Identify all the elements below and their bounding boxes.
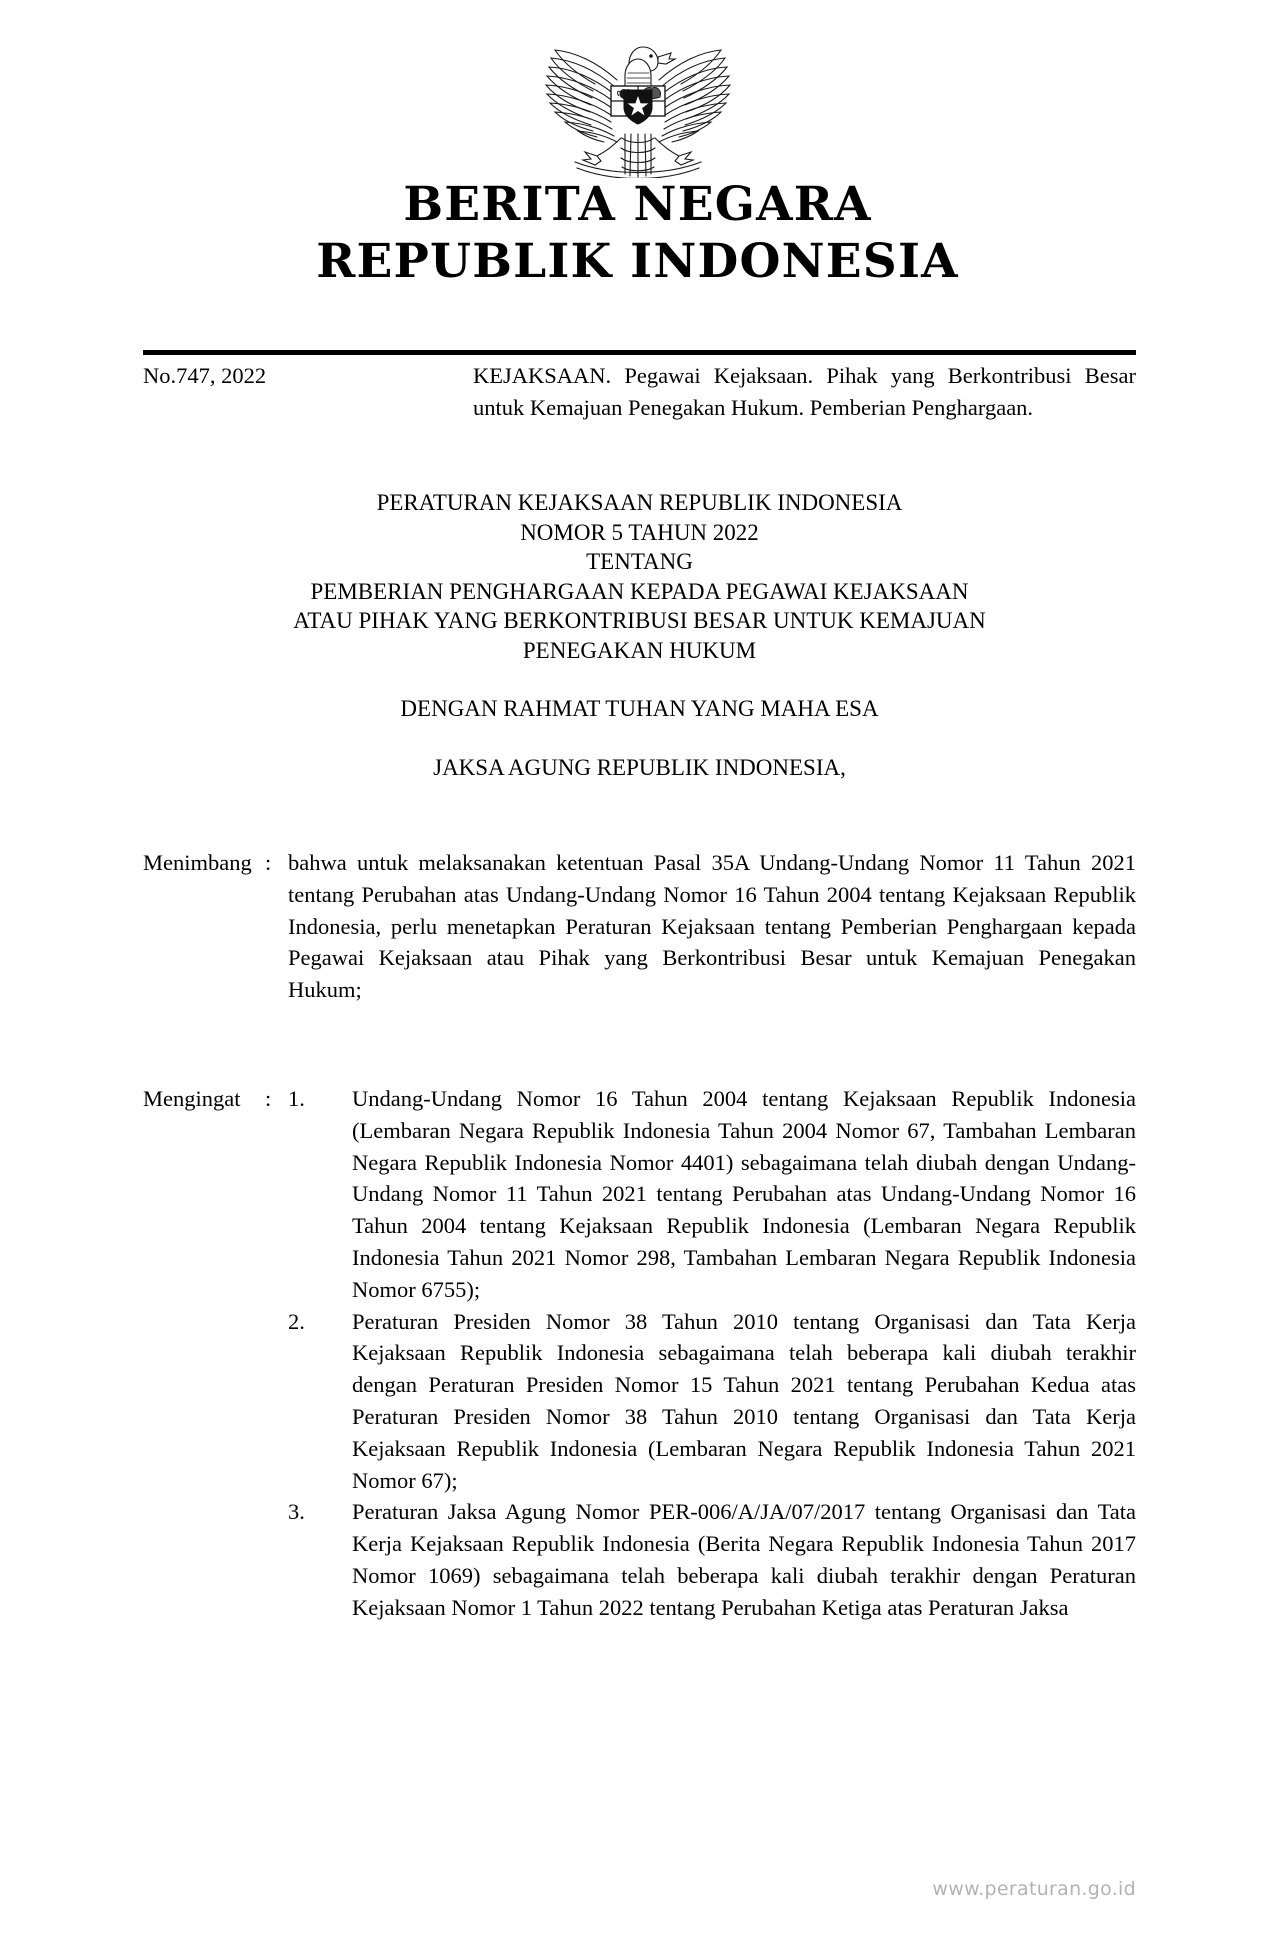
authority-line: JAKSA AGUNG REPUBLIK INDONESIA, <box>433 754 846 780</box>
clause-menimbang-text: bahwa untuk melaksanakan ketentuan Pasal 35A Undang-Undang Nomor 11 Tahun 2021 tentang Perubahan atas Undang-Undang Nomor 16 Tahun 2004 tentang Kejaksaan Republik Indonesia, perlu menetapkan Peraturan Kejaksaan tentang Pemberian Penghargaan kepada Pegawai Kejaksaan atau Pihak yang Berkontribusi Besar untuk Kemajuan Penegakan Hukum; <box>288 850 1136 1003</box>
gazette-number: No.747, 2022 <box>143 363 267 388</box>
masthead <box>0 176 1275 290</box>
list-item <box>288 1083 1136 1306</box>
list-item <box>288 1496 1136 1623</box>
title-spacer-2 <box>143 724 1136 753</box>
regulation-title-block <box>143 488 1136 782</box>
clause-menimbang-label: Menimbang <box>143 850 252 875</box>
gazette-header <box>143 360 1136 424</box>
list-item-text: Undang-Undang Nomor 16 Tahun 2004 tentang Kejaksaan Republik Indonesia (Lembaran Negara Republik Indonesia Tahun 2004 Nomor 67, Tambahan Lembaran Negara Republik Indonesia Nomor 4401) sebagaimana telah diubah dengan Undang-Undang Nomor 11 Tahun 2021 tentang Perubahan atas Undang-Undang Nomor 16 Tahun 2004 tentang Kejaksaan Republik Indonesia (Lembaran Negara Republik Indonesia Tahun 2021 Nomor 298, Tambahan Lembaran Negara Republik Indonesia Nomor 6755); <box>352 1086 1136 1302</box>
clause-menimbang-colon: : <box>265 850 272 875</box>
gazette-subject: KEJAKSAAN. Pegawai Kejaksaan. Pihak yang Berkontribusi Besar untuk Kemajuan Penegakan Hukum. Pemberian Penghargaan. <box>473 363 1136 420</box>
title-line-5: ATAU PIHAK YANG BERKONTRIBUSI BESAR UNTUK KEMAJUAN <box>293 608 986 633</box>
clause-mengingat-list-wrap <box>288 1083 1136 1624</box>
emblem-container <box>0 26 1275 178</box>
masthead-divider <box>143 350 1136 355</box>
title-line-4: PEMBERIAN PENGHARGAAN KEPADA PEGAWAI KEJAKSAAN <box>310 578 969 604</box>
clause-mengingat-label: Mengingat <box>143 1086 241 1111</box>
list-item-text: Peraturan Jaksa Agung Nomor PER-006/A/JA/07/2017 tentang Organisasi dan Tata Kerja Kejaksaan Republik Indonesia (Berita Negara Republik Indonesia Tahun 2017 Nomor 1069) sebagaimana telah beberapa kali diubah terakhir dengan Peraturan Kejaksaan Nomor 1 Tahun 2022 tentang Perubahan Ketiga atas Peraturan Jaksa <box>352 1499 1136 1620</box>
list-item-text: Peraturan Presiden Nomor 38 Tahun 2010 tentang Organisasi dan Tata Kerja Kejaksaan Republik Indonesia sebagaimana telah beberapa kali diubah terakhir dengan Peraturan Presiden Nomor 15 Tahun 2021 tentang Perubahan Kedua atas Peraturan Presiden Nomor 38 Tahun 2010 tentang Organisasi dan Tata Kerja Kejaksaan Republik Indonesia (Lembaran Negara Republik Indonesia Tahun 2021 Nomor 67); <box>352 1308 1136 1493</box>
masthead-line-2: REPUBLIK INDONESIA <box>316 234 959 289</box>
title-line-1: PERATURAN KEJAKSAAN REPUBLIK INDONESIA <box>376 490 903 515</box>
footer-watermark: www.peraturan.go.id <box>932 1878 1136 1900</box>
list-item-number: 2. <box>288 1308 305 1334</box>
list-item-number: 1. <box>288 1086 305 1111</box>
list-item-number: 3. <box>288 1499 305 1525</box>
title-line-2: NOMOR 5 TAHUN 2022 <box>520 519 759 545</box>
list-item <box>288 1306 1136 1497</box>
clause-menimbang <box>143 847 1136 1006</box>
clause-mengingat-colon: : <box>265 1086 272 1111</box>
garuda-pancasila-icon <box>525 26 751 178</box>
title-spacer-1 <box>143 665 1136 694</box>
clause-mengingat <box>143 1083 1136 1624</box>
title-line-6: PENEGAKAN HUKUM <box>522 637 757 663</box>
masthead-line-1: BERITA NEGARA <box>403 177 872 232</box>
clause-mengingat-list <box>288 1083 1136 1624</box>
title-line-3: TENTANG <box>586 549 693 574</box>
blessing-line: DENGAN RAHMAT TUHAN YANG MAHA ESA <box>400 696 879 721</box>
